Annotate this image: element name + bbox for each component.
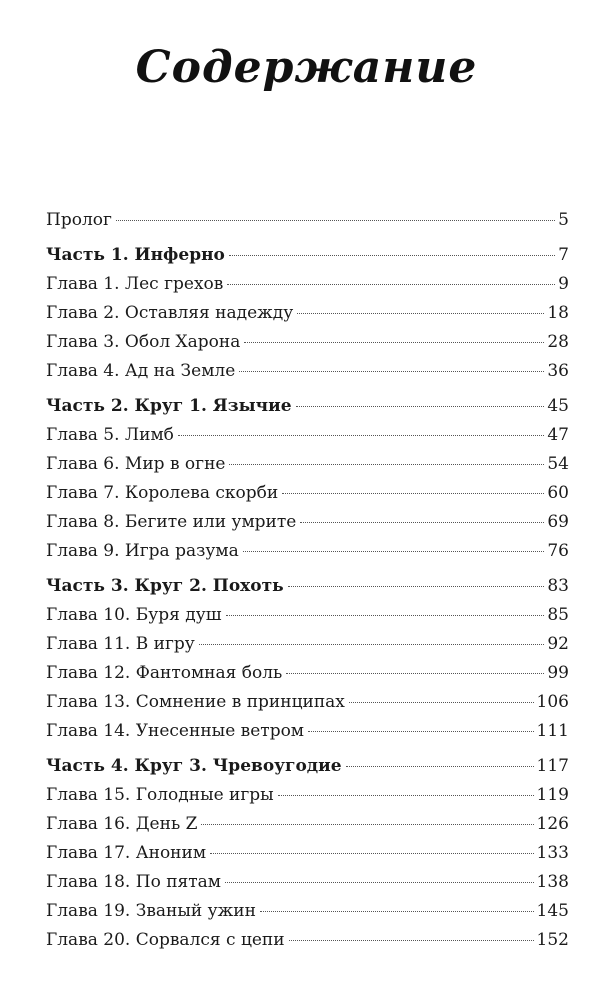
toc-entry-label: Глава 6. Мир в огне xyxy=(46,454,226,474)
toc-page-number: 45 xyxy=(547,396,569,416)
toc-entry-label: Глава 20. Сорвался с цепи xyxy=(46,930,285,950)
toc-entry-label: Глава 3. Обол Харона xyxy=(46,332,241,352)
toc-chapter-entry[interactable] xyxy=(46,328,569,357)
dot-leader xyxy=(296,406,545,407)
toc-chapter-entry[interactable] xyxy=(46,630,569,659)
toc-page-number: 119 xyxy=(536,785,569,805)
toc-chapter-entry[interactable] xyxy=(46,479,569,508)
toc-page-number: 85 xyxy=(547,605,569,625)
toc-chapter-entry[interactable] xyxy=(46,450,569,479)
toc-chapter-entry[interactable] xyxy=(46,421,569,450)
toc-entry-label: Глава 7. Королева скорби xyxy=(46,483,279,503)
dot-leader xyxy=(178,435,544,436)
toc-entry-label: Пролог xyxy=(46,210,112,230)
toc-page-number: 69 xyxy=(547,512,569,532)
toc-entry-label: Часть 2. Круг 1. Язычие xyxy=(46,396,292,416)
toc-page-number: 152 xyxy=(536,930,569,950)
dot-leader xyxy=(229,464,544,465)
dot-leader xyxy=(349,702,534,703)
dot-leader xyxy=(116,220,555,221)
toc-chapter-entry[interactable] xyxy=(46,357,569,386)
dot-leader xyxy=(289,940,534,941)
toc-chapter-entry[interactable] xyxy=(46,601,569,630)
toc-part-entry[interactable] xyxy=(46,392,569,421)
dot-leader xyxy=(225,882,534,883)
toc-page-number: 138 xyxy=(536,872,569,892)
toc-entry-label: Глава 19. Званый ужин xyxy=(46,901,256,921)
toc-chapter-entry[interactable] xyxy=(46,839,569,868)
toc-entry-label: Глава 8. Бегите или умрите xyxy=(46,512,297,532)
toc-page-number: 111 xyxy=(536,721,569,741)
dot-leader xyxy=(346,766,534,767)
dot-leader xyxy=(300,522,544,523)
toc-page-number: 9 xyxy=(558,274,569,294)
dot-leader xyxy=(278,795,534,796)
toc-chapter-entry[interactable] xyxy=(46,926,569,955)
toc-chapter-entry[interactable] xyxy=(46,299,569,328)
toc-entry-label: Глава 10. Буря душ xyxy=(46,605,222,625)
toc-entry-label: Глава 13. Сомнение в принципах xyxy=(46,692,345,712)
dot-leader xyxy=(282,493,544,494)
toc-entry-label: Глава 18. По пятам xyxy=(46,872,222,892)
toc-chapter-entry[interactable] xyxy=(46,810,569,839)
toc-chapter-entry[interactable] xyxy=(46,508,569,537)
toc-page-number: 5 xyxy=(558,210,569,230)
toc-page-number: 7 xyxy=(558,245,569,265)
dot-leader xyxy=(201,824,533,825)
dot-leader xyxy=(226,615,545,616)
toc-page-number: 28 xyxy=(547,332,569,352)
toc-page-number: 99 xyxy=(547,663,569,683)
toc-chapter-entry[interactable] xyxy=(46,897,569,926)
toc-page-number: 54 xyxy=(547,454,569,474)
toc-part-entry[interactable] xyxy=(46,752,569,781)
toc-chapter-entry[interactable] xyxy=(46,717,569,746)
toc-chapter-entry[interactable] xyxy=(46,688,569,717)
toc-entry-label: Глава 14. Унесенные ветром xyxy=(46,721,305,741)
toc-entry-label: Часть 1. Инферно xyxy=(46,245,225,265)
toc-entry-label: Глава 15. Голодные игры xyxy=(46,785,274,805)
toc-entry-label: Глава 1. Лес грехов xyxy=(46,274,224,294)
toc-entry-label: Глава 16. День Z xyxy=(46,814,198,834)
toc-entry-label: Глава 9. Игра разума xyxy=(46,541,239,561)
toc-page-number: 106 xyxy=(536,692,569,712)
dot-leader xyxy=(210,853,533,854)
dot-leader xyxy=(260,911,534,912)
toc-chapter-entry[interactable] xyxy=(46,781,569,810)
toc-page-number: 126 xyxy=(536,814,569,834)
toc-entry-label: Часть 3. Круг 2. Похоть xyxy=(46,576,284,596)
toc-entry-label: Часть 4. Круг 3. Чревоугодие xyxy=(46,756,342,776)
toc-entry-label: Глава 12. Фантомная боль xyxy=(46,663,283,683)
toc-chapter-entry[interactable] xyxy=(46,537,569,566)
toc-page-number: 145 xyxy=(536,901,569,921)
toc-chapter-entry[interactable] xyxy=(46,659,569,688)
toc-page-number: 92 xyxy=(547,634,569,654)
toc-part-entry[interactable] xyxy=(46,241,569,270)
toc-chapter-entry[interactable] xyxy=(46,270,569,299)
toc-part-entry[interactable] xyxy=(46,572,569,601)
toc-page-number: 83 xyxy=(547,576,569,596)
table-of-contents xyxy=(46,206,569,955)
dot-leader xyxy=(244,342,544,343)
toc-entry-label: Глава 11. В игру xyxy=(46,634,195,654)
dot-leader xyxy=(286,673,544,674)
dot-leader xyxy=(243,551,545,552)
toc-chapter-entry[interactable] xyxy=(46,868,569,897)
dot-leader xyxy=(288,586,545,587)
toc-page-number: 117 xyxy=(536,756,569,776)
toc-page-number: 18 xyxy=(547,303,569,323)
toc-page-number: 36 xyxy=(547,361,569,381)
toc-entry-label: Глава 5. Лимб xyxy=(46,425,174,445)
toc-page-number: 60 xyxy=(547,483,569,503)
dot-leader xyxy=(229,255,555,256)
dot-leader xyxy=(239,371,544,372)
toc-entry-label: Глава 17. Аноним xyxy=(46,843,207,863)
toc-entry-label: Глава 2. Оставляя надежду xyxy=(46,303,294,323)
toc-page-number: 133 xyxy=(536,843,569,863)
toc-page-number: 76 xyxy=(547,541,569,561)
dot-leader xyxy=(308,731,534,732)
toc-page-number: 47 xyxy=(547,425,569,445)
dot-leader xyxy=(199,644,545,645)
toc-entry-label: Глава 4. Ад на Земле xyxy=(46,361,236,381)
dot-leader xyxy=(297,313,544,314)
page-title: Содержание xyxy=(135,42,478,93)
dot-leader xyxy=(227,284,555,285)
toc-chapter-entry[interactable] xyxy=(46,206,569,235)
